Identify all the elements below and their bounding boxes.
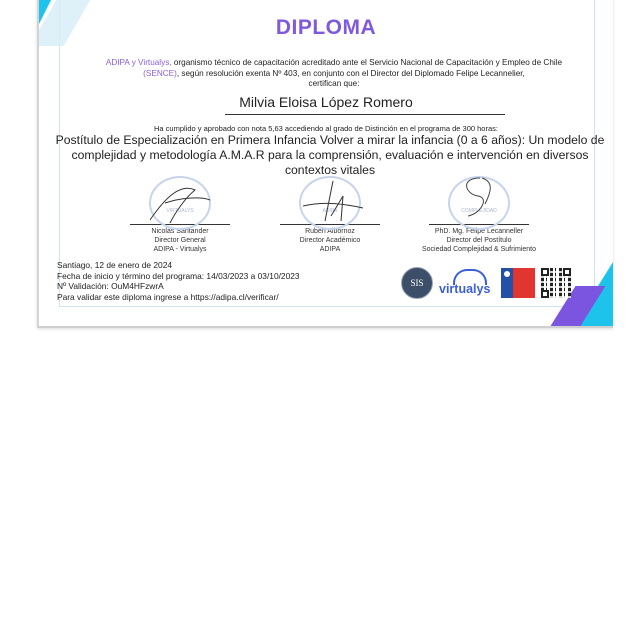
signatory-role: Director del Postítulo bbox=[446, 236, 512, 244]
sis-logo-icon: SIS bbox=[401, 267, 433, 299]
signatory-org: ADIPA - Virtualys bbox=[153, 245, 207, 253]
intro-text: , según resolución exenta Nº 403, en conjunto con el Director del Diplomado Felipe Lecannelier, bbox=[176, 68, 525, 78]
diploma-title: DIPLOMA bbox=[275, 16, 377, 39]
verify-link[interactable]: Para validar este diploma ingrese a https://adipa.cl/verificar/ bbox=[57, 291, 279, 302]
intro-paragraph bbox=[94, 58, 574, 90]
qr-code-icon[interactable] bbox=[541, 268, 571, 298]
program-title: Postítulo de Especialización en Primera Infancia Volver a mirar la infancia (0 a 6 años): Un modelo de complejidad y metodología A.M.A.R para la comprensión, evaluación e intervención en diversos contextos vitales bbox=[55, 133, 605, 177]
signatory-label bbox=[404, 228, 554, 254]
signatory-role: Director General bbox=[154, 236, 206, 244]
footer-info bbox=[57, 260, 300, 302]
virtualys-wordmark: virtualys bbox=[439, 282, 491, 296]
validation-code: Nº Validación: OuM4HFzwrA bbox=[57, 281, 164, 291]
signatory-org: Sociedad Complejidad & Sufrimiento bbox=[421, 245, 536, 253]
qr-finder bbox=[541, 290, 549, 298]
chile-government-logo-icon bbox=[501, 268, 535, 298]
sence-highlight: (SENCE) bbox=[143, 68, 177, 78]
seal-label: ADIPA bbox=[322, 208, 338, 214]
signatory-name: Nicolás Santander bbox=[151, 228, 209, 235]
recipient-name: Milvia Eloisa López Romero bbox=[239, 94, 413, 110]
program-dates: Fecha de inicio y término del programa: 14/03/2023 a 03/10/2023 bbox=[57, 270, 300, 281]
org-highlight: ADIPA y Virtualys, bbox=[105, 58, 172, 67]
grade-line: Ha cumplido y aprobado con nota 5,63 accediendo al grado de Distinción en el programa de 300 horas: bbox=[154, 124, 498, 133]
signatory-role: Director Académico bbox=[299, 236, 361, 244]
seal-label: COMPLEJIDAD bbox=[461, 208, 497, 214]
signature-block bbox=[404, 176, 554, 254]
intro-text: certifican que: bbox=[308, 79, 360, 88]
signature-icon bbox=[295, 176, 365, 226]
signatory-label bbox=[255, 228, 405, 254]
intro-text: organismo técnico de capacitación acreditado ante el Servicio Nacional de Capacitación y Empleo de Chile bbox=[171, 58, 563, 67]
signatory-org: ADIPA bbox=[319, 245, 341, 253]
place-date: Santiago, 12 de enero de 2024 bbox=[57, 260, 173, 270]
signature-icon bbox=[145, 178, 215, 228]
signature-icon bbox=[450, 174, 510, 224]
signatory-label bbox=[105, 228, 255, 254]
qr-finder bbox=[563, 268, 571, 276]
signature-block bbox=[255, 176, 405, 254]
signatory-name: PhD. Mg. Felipe Lecanneller bbox=[434, 228, 524, 235]
chile-flag-red bbox=[513, 268, 535, 298]
diploma-document bbox=[37, 0, 613, 328]
name-underline bbox=[225, 114, 505, 115]
seal-label: VIRTUALYS bbox=[166, 208, 194, 214]
signature-block bbox=[105, 176, 255, 254]
virtualys-logo-icon bbox=[439, 268, 495, 298]
qr-finder bbox=[541, 268, 549, 276]
chile-flag-blue bbox=[501, 268, 513, 298]
signatory-name: Rubén Albornoz bbox=[305, 228, 355, 235]
logo-row bbox=[401, 266, 571, 300]
